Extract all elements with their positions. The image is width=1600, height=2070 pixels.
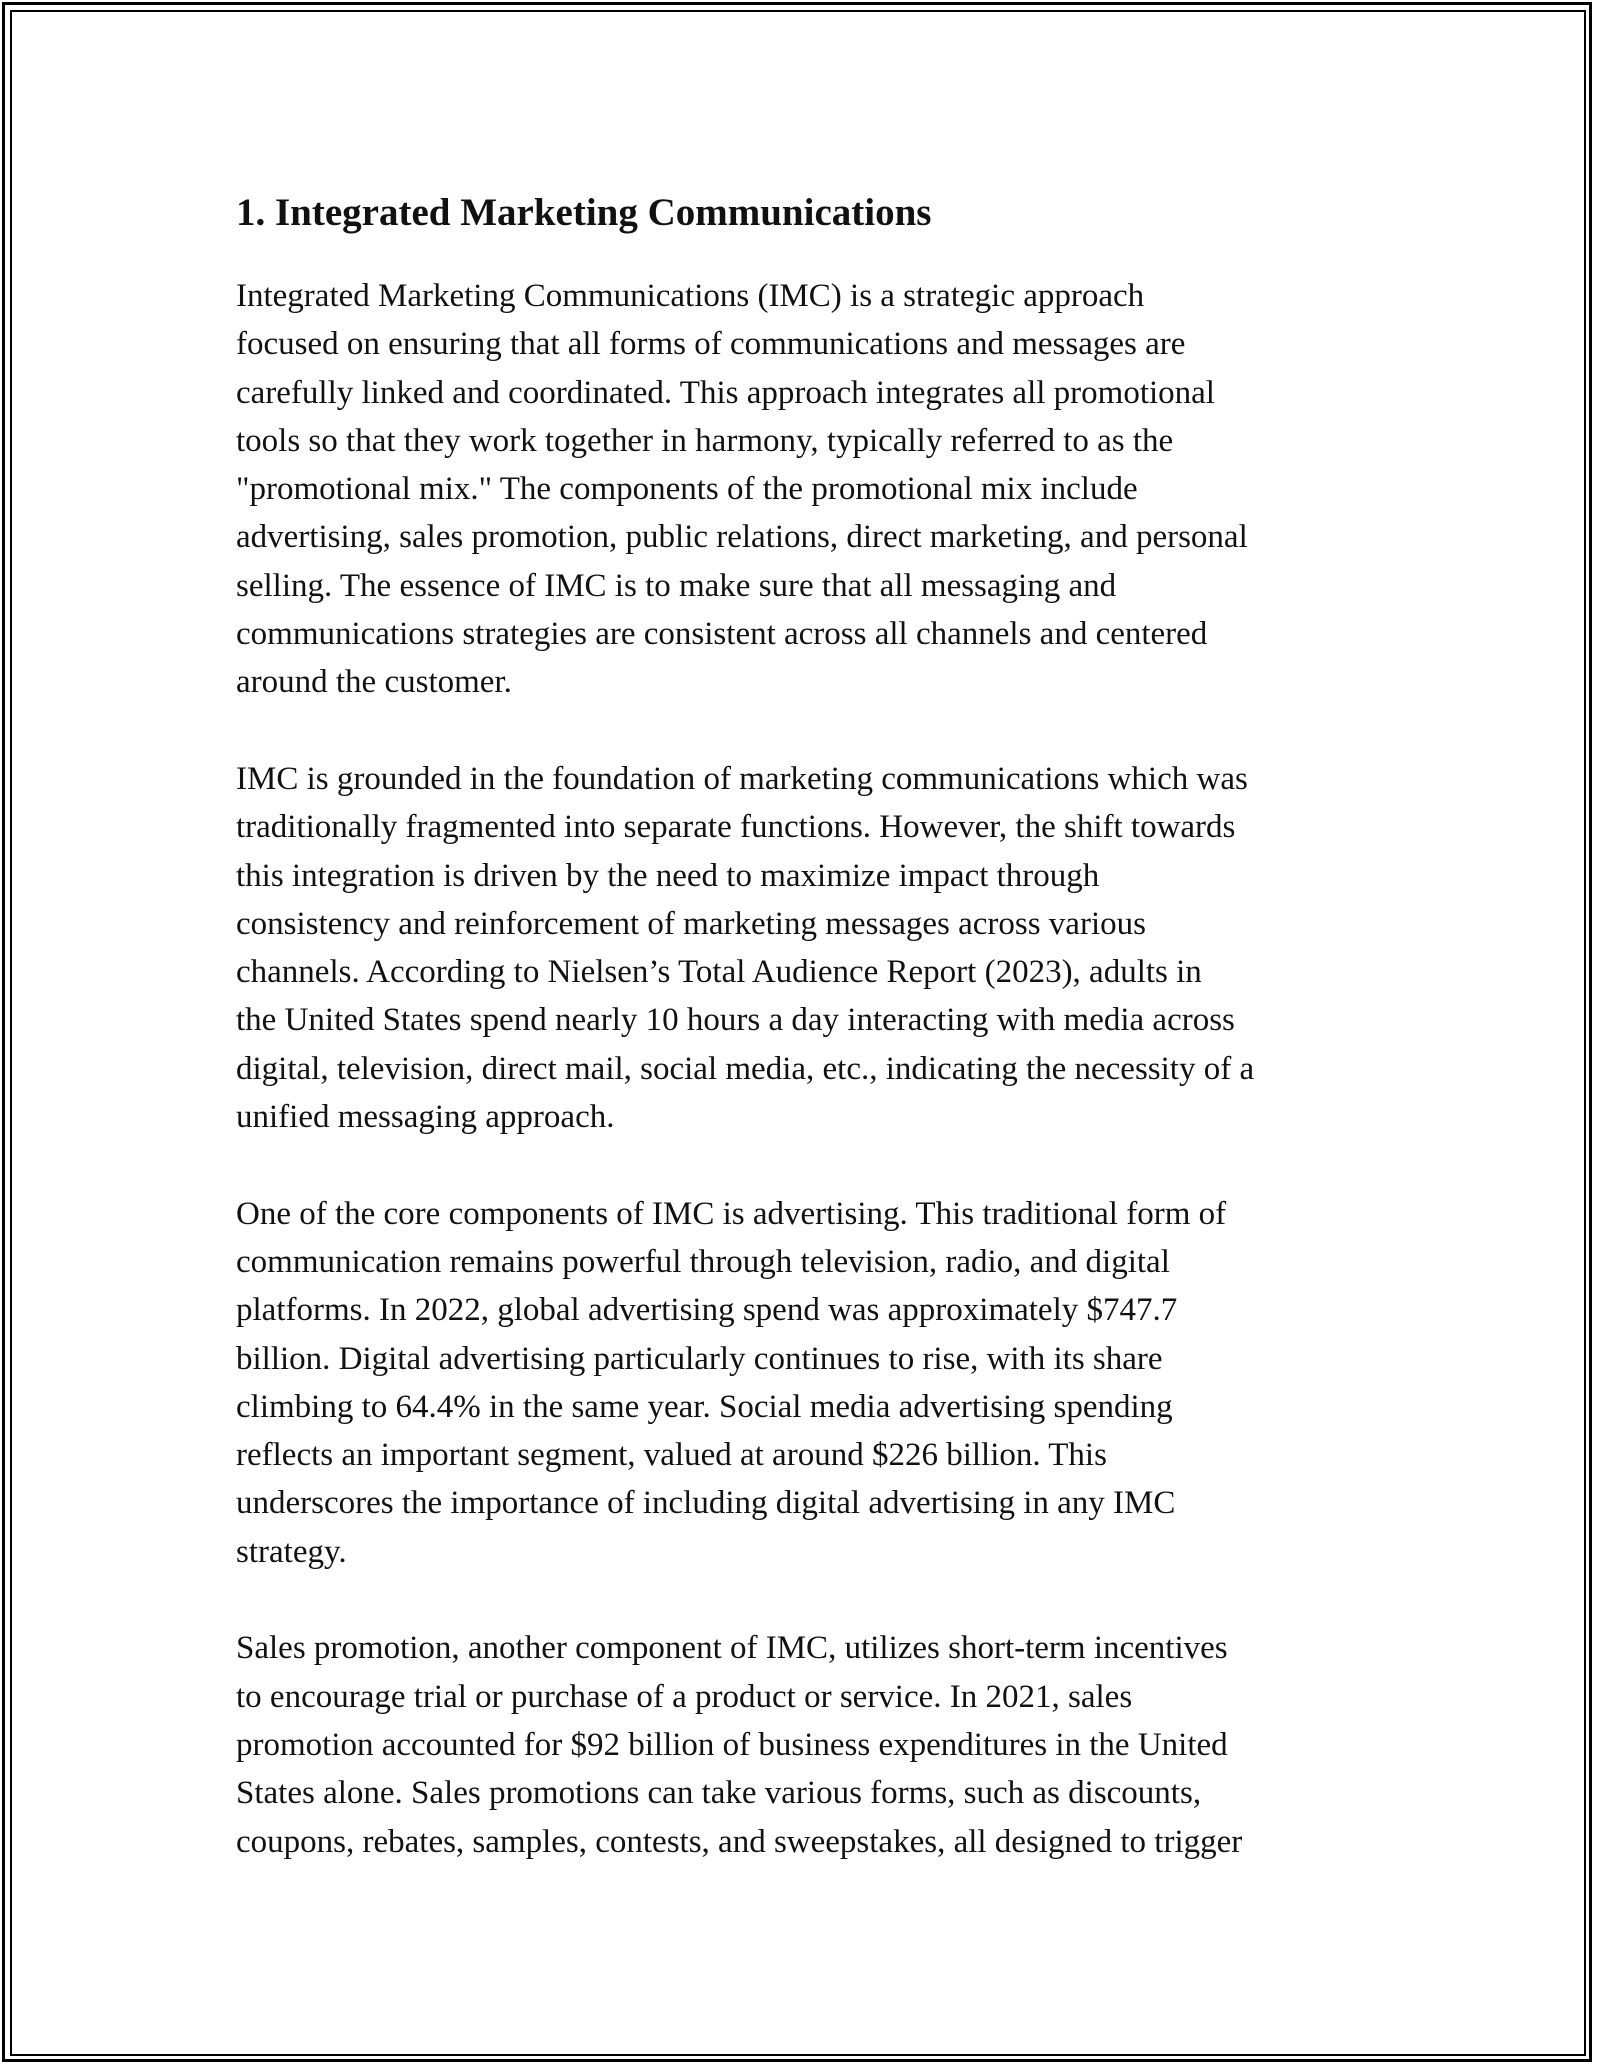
text-line: reflects an important segment, valued at around $226 billion. This	[236, 1437, 1107, 1474]
text-line: billion. Digital advertising particularly continues to rise, with its share	[236, 1340, 1163, 1377]
text-line: IMC is grounded in the foundation of marketing communications which was	[236, 760, 1248, 797]
text-line: underscores the importance of including digital advertising in any IMC	[236, 1485, 1176, 1522]
text-line: tools so that they work together in harmony, typically referred to as the	[236, 422, 1174, 459]
text-line: Integrated Marketing Communications (IMC) is a strategic approach	[236, 278, 1145, 314]
text-line: communication remains powerful through television, radio, and digital	[236, 1243, 1170, 1280]
text-line: Sales promotion, another component of IMC, utilizes short-term incentives	[236, 1630, 1228, 1667]
text-line: States alone. Sales promotions can take various forms, such as discounts,	[236, 1775, 1202, 1812]
text-line: carefully linked and coordinated. This approach integrates all promotional	[236, 374, 1215, 411]
text-line: platforms. In 2022, global advertising spend was approximately $747.7	[236, 1292, 1178, 1329]
text-line: strategy.	[236, 1533, 347, 1570]
text-line: focused on ensuring that all forms of communications and messages are	[236, 326, 1186, 363]
text-line: selling. The essence of IMC is to make sure that all messaging and	[236, 567, 1117, 604]
paragraph-sales-promotion	[236, 1624, 1366, 1865]
paragraph-advertising	[236, 1190, 1366, 1576]
section-title: 1. Integrated Marketing Communications	[236, 191, 932, 234]
text-line: the United States spend nearly 10 hours a day interacting with media across	[236, 1002, 1235, 1039]
text-line: this integration is driven by the need to maximize impact through	[236, 857, 1100, 894]
text-line: digital, television, direct mail, social media, etc., indicating the necessity of a	[236, 1050, 1255, 1087]
text-line: promotion accounted for $92 billion of business expenditures in the United	[236, 1726, 1228, 1763]
text-line: traditionally fragmented into separate functions. However, the shift towards	[236, 809, 1236, 846]
text-line: consistency and reinforcement of marketing messages across various	[236, 905, 1146, 942]
text-line: unified messaging approach.	[236, 1099, 615, 1136]
paragraph-imc-definition	[236, 272, 1366, 707]
text-line: communications strategies are consistent across all channels and centered	[236, 616, 1208, 653]
paragraph-imc-foundation	[236, 755, 1366, 1141]
text-line: "promotional mix." The components of the promotional mix include	[236, 471, 1138, 508]
text-line: One of the core components of IMC is advertising. This traditional form of	[236, 1195, 1227, 1232]
text-line: around the customer.	[236, 664, 512, 701]
text-line: channels. According to Nielsen’s Total Audience Report (2023), adults in	[236, 954, 1202, 991]
text-line: coupons, rebates, samples, contests, and sweepstakes, all designed to trigger	[236, 1823, 1243, 1860]
text-line: to encourage trial or purchase of a product or service. In 2021, sales	[236, 1678, 1133, 1715]
document-body	[236, 180, 1366, 1914]
text-line: advertising, sales promotion, public relations, direct marketing, and personal	[236, 519, 1248, 556]
text-line: climbing to 64.4% in the same year. Social media advertising spending	[236, 1388, 1173, 1425]
